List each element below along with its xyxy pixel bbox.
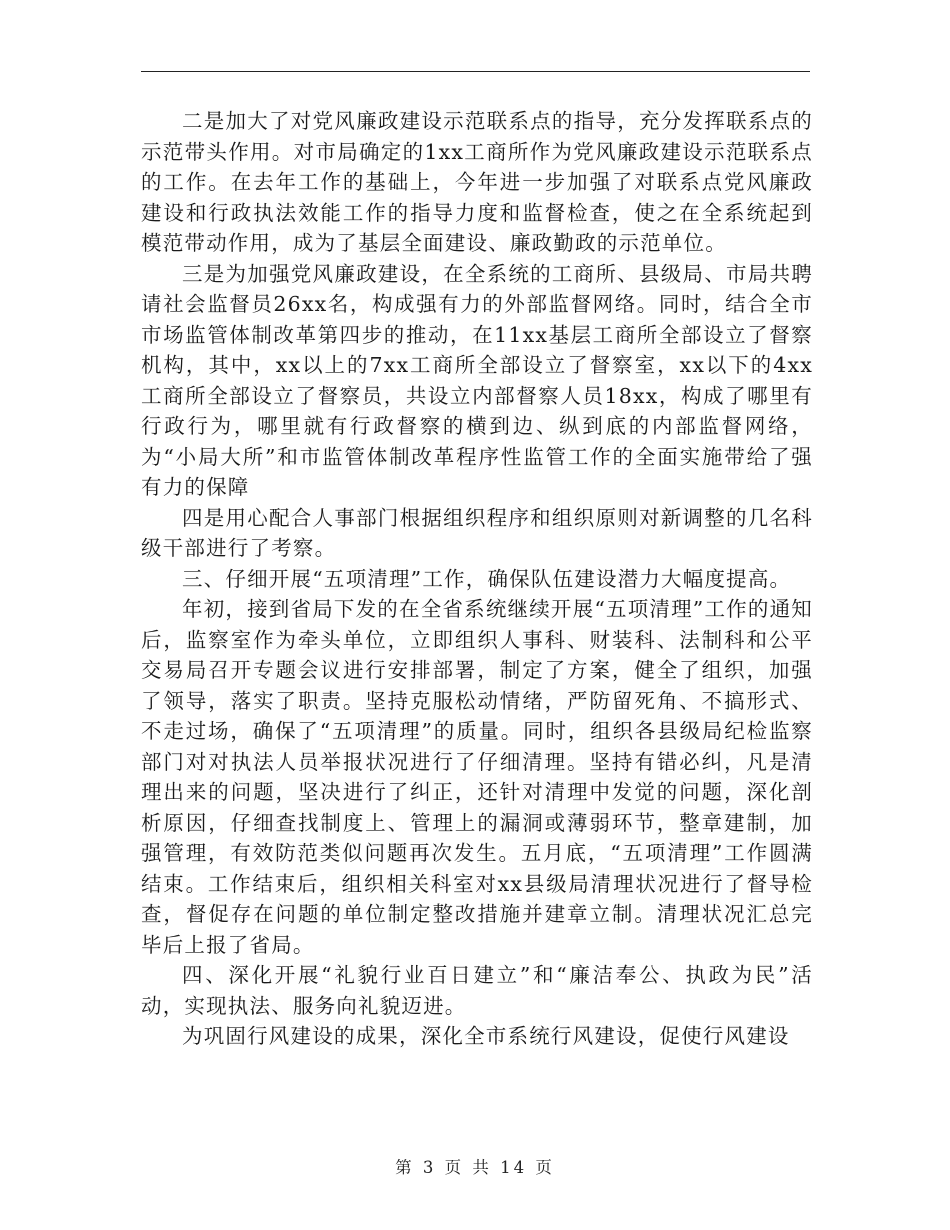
body-text — [141, 106, 813, 1052]
paragraph: 三是为加强党风廉政建设，在全系统的工商所、县级局、市局共聘请社会监督员26xx名，构成强有力的外部监督网络。同时，结合全市市场监管体制改革第四步的推动，在11xx基层工商所全部设立了督察机构，其中，xx以上的7xx工商所全部设立了督察室，xx以下的4xx工商所全部设立了督察员，共设立内部督察人员18xx，构成了哪里有行政行为，哪里就有行政督察的横到边、纵到底的内部监督网络，为“小局大所”和市监管体制改革程序性监管工作的全面实施带给了强有力的保障 — [141, 261, 813, 499]
section-heading: 三、仔细开展“五项清理”工作，确保队伍建设潜力大幅度提高。 — [182, 566, 792, 591]
page-footer: 第 3 页 共 14 页 — [395, 1158, 555, 1177]
paragraph: 四是用心配合人事部门根据组织程序和组织原则对新调整的几名科级干部进行了考察。 — [141, 505, 813, 560]
paragraph: 为巩固行风建设的成果，深化全市系统行风建设，促使行风建设 — [182, 1024, 790, 1048]
header-rule — [141, 71, 810, 72]
paragraph: 二是加大了对党风廉政建设示范联系点的指导，充分发挥联系点的示范带头作用。对市局确定的1xx工商所作为党风廉政建设示范联系点的工作。在去年工作的基础上，今年进一步加强了对联系点党风廉政建设和行政执法效能工作的指导力度和监督检查，使之在全系统起到模范带动作用，成为了基层全面建设、廉政勤政的示范单位。 — [141, 109, 813, 255]
paragraph: 年初，接到省局下发的在全省系统继续开展“五项清理”工作的通知后，监察室作为牵头单位，立即组织人事科、财装科、法制科和公平交易局召开专题会议进行安排部署，制定了方案，健全了组织，加强了领导，落实了职责。坚持克服松动情绪，严防留死角、不搞形式、不走过场，确保了“五项清理”的质量。同时，组织各县级局纪检监察部门对对执法人员举报状况进行了仔细清理。坚持有错必纠，凡是清理出来的问题，坚决进行了纠正，还针对清理中发觉的问题，深化剖析原因，仔细查找制度上、管理上的漏洞或薄弱环节，整章建制，加强管理，有效防范类似问题再次发生。五月底，“五项清理”工作圆满结束。工作结束后，组织相关科室对xx县级局清理状况进行了督导检查，督促存在问题的单位制定整改措施并建章立制。清理状况汇总完毕后上报了省局。 — [141, 597, 813, 957]
section-heading: 四、深化开展“礼貌行业百日建立”和“廉洁奉公、执政为民”活动，实现执法、服务向礼貌迈进。 — [141, 963, 813, 1018]
